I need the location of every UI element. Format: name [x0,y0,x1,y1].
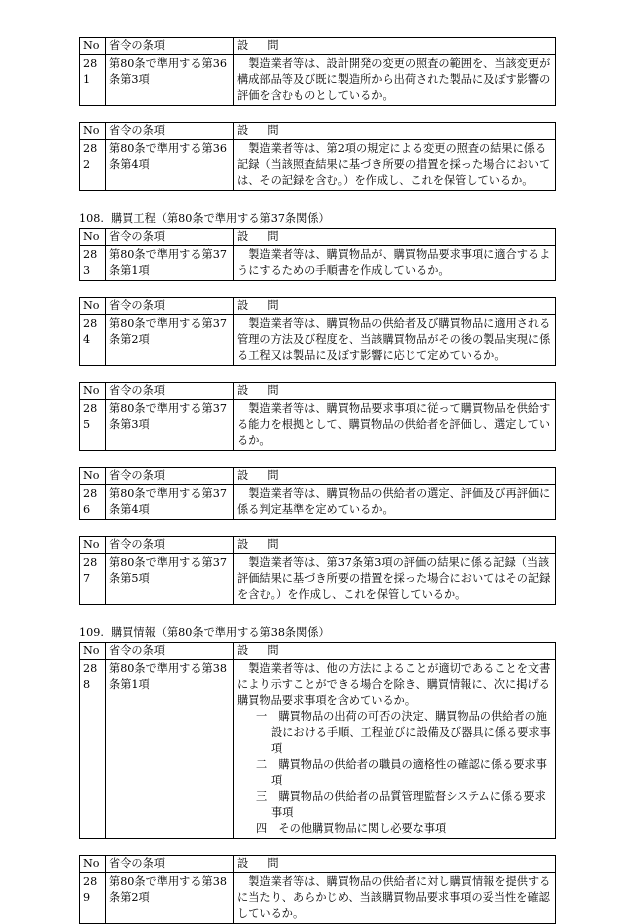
article-reference: 第80条で準用する第38条第2項 [106,873,234,924]
header-article: 省令の条項 [106,383,234,400]
table-header-row [80,856,556,873]
table-header-row [80,383,556,400]
question-number: 283 [80,246,106,281]
question-text: 製造業者等は、他の方法によることが適切であることを文書により示すことができる場合を除き、購買情報に、次に掲げる購買物品要求事項を含めているか。 [237,662,551,707]
question-cell [234,315,556,366]
header-article: 省令の条項 [106,537,234,554]
question-table [79,382,556,451]
question-table [79,228,556,281]
question-number: 288 [80,660,106,839]
question-text: 製造業者等は、設計開発の変更の照査の範囲を、当該変更が構成部品等及び既に製造所から出荷された製品に及ぼす影響の評価を含むものとしているか。 [237,57,551,102]
table-gap [79,281,555,297]
table-row [80,140,556,191]
question-number: 284 [80,315,106,366]
question-cell [234,55,556,106]
header-question: 設 問 [234,643,556,660]
question-number: 282 [80,140,106,191]
question-cell [234,554,556,605]
header-article: 省令の条項 [106,468,234,485]
header-no: No [80,38,106,55]
table-gap [79,520,555,536]
table-header-row [80,537,556,554]
question-cell [234,246,556,281]
question-number: 287 [80,554,106,605]
question-number: 285 [80,400,106,451]
requirement-item: 四 その他購買物品に関し必要な事項 [256,822,447,835]
question-number: 286 [80,485,106,520]
question-text: 製造業者等は、購買物品の供給者に対し購買情報を提供するに当たり、あらかじめ、当該購買物品要求事項の妥当性を確認しているか。 [237,875,551,920]
table-header-row [80,298,556,315]
section-heading: 109. 購買情報（第80条で準用する第38条関係） [79,626,330,639]
requirement-item: 一 購買物品の出荷の可否の決定、購買物品の供給者の施設における手順、工程並びに設備及び器具に係る要求事項 [256,710,551,755]
header-article: 省令の条項 [106,298,234,315]
table-header-row [80,229,556,246]
table-header-row [80,38,556,55]
requirement-item: 三 購買物品の供給者の品質管理監督システムに係る要求事項 [256,790,546,819]
header-question: 設 問 [234,383,556,400]
table-row [80,55,556,106]
header-question: 設 問 [234,38,556,55]
question-table [79,536,556,605]
table-gap [79,839,555,855]
header-article: 省令の条項 [106,643,234,660]
question-table [79,467,556,520]
table-row [80,660,556,839]
table-gap [79,191,555,207]
table-header-row [80,643,556,660]
table-gap [79,451,555,467]
header-no: No [80,643,106,660]
question-text: 製造業者等は、購買物品の供給者の選定、評価及び再評価に係る判定基準を定めているか。 [237,487,551,516]
header-article: 省令の条項 [106,229,234,246]
header-question: 設 問 [234,856,556,873]
header-question: 設 問 [234,123,556,140]
question-cell [234,485,556,520]
table-gap [79,366,555,382]
article-reference: 第80条で準用する第37条第1項 [106,246,234,281]
table-row [80,554,556,605]
article-reference: 第80条で準用する第37条第3項 [106,400,234,451]
question-table [79,855,556,924]
header-no: No [80,123,106,140]
question-table [79,122,556,191]
header-question: 設 問 [234,468,556,485]
header-no: No [80,537,106,554]
header-question: 設 問 [234,298,556,315]
document-page [79,37,555,924]
question-text: 製造業者等は、第2項の規定による変更の照査の結果に係る記録（当該照査結果に基づき所要の措置を採った場合においては、その記録を含む。）を作成し、これを保管しているか。 [237,142,551,187]
question-cell [234,400,556,451]
question-number: 289 [80,873,106,924]
question-text: 製造業者等は、購買物品の供給者及び購買物品に適用される管理の方法及び程度を、当該購買物品がその後の製品実現に係る工程又は製品に及ぼす影響に応じて定めているか。 [237,317,551,362]
header-article: 省令の条項 [106,123,234,140]
article-reference: 第80条で準用する第38条第1項 [106,660,234,839]
table-row [80,246,556,281]
header-question: 設 問 [234,229,556,246]
header-no: No [80,298,106,315]
section-heading: 108. 購買工程（第80条で準用する第37条関係） [79,212,330,225]
question-text: 製造業者等は、購買物品要求事項に従って購買物品を供給する能力を根拠として、購買物品の供給者を評価し、選定しているか。 [237,402,551,447]
question-text: 製造業者等は、購買物品が、購買物品要求事項に適合するようにするための手順書を作成しているか。 [237,248,551,277]
header-question: 設 問 [234,537,556,554]
question-cell [234,140,556,191]
question-number: 281 [80,55,106,106]
table-header-row [80,468,556,485]
article-reference: 第80条で準用する第36条第3項 [106,55,234,106]
question-table [79,37,556,106]
table-row [80,485,556,520]
header-no: No [80,468,106,485]
question-table [79,297,556,366]
table-row [80,400,556,451]
article-reference: 第80条で準用する第37条第2項 [106,315,234,366]
article-reference: 第80条で準用する第37条第4項 [106,485,234,520]
header-no: No [80,229,106,246]
table-row [80,315,556,366]
header-no: No [80,383,106,400]
requirement-item: 二 購買物品の供給者の職員の適格性の確認に係る要求事項 [256,758,547,787]
header-article: 省令の条項 [106,856,234,873]
question-text: 製造業者等は、第37条第3項の評価の結果に係る記録（当該評価結果に基づき所要の措置を採った場合においてはその記録を含む。）を作成し、これを保管しているか。 [237,556,551,601]
table-gap [79,605,555,621]
question-table [79,642,556,839]
question-cell [234,660,556,839]
table-header-row [80,123,556,140]
article-reference: 第80条で準用する第36条第4項 [106,140,234,191]
header-article: 省令の条項 [106,38,234,55]
article-reference: 第80条で準用する第37条第5項 [106,554,234,605]
table-gap [79,106,555,122]
header-no: No [80,856,106,873]
